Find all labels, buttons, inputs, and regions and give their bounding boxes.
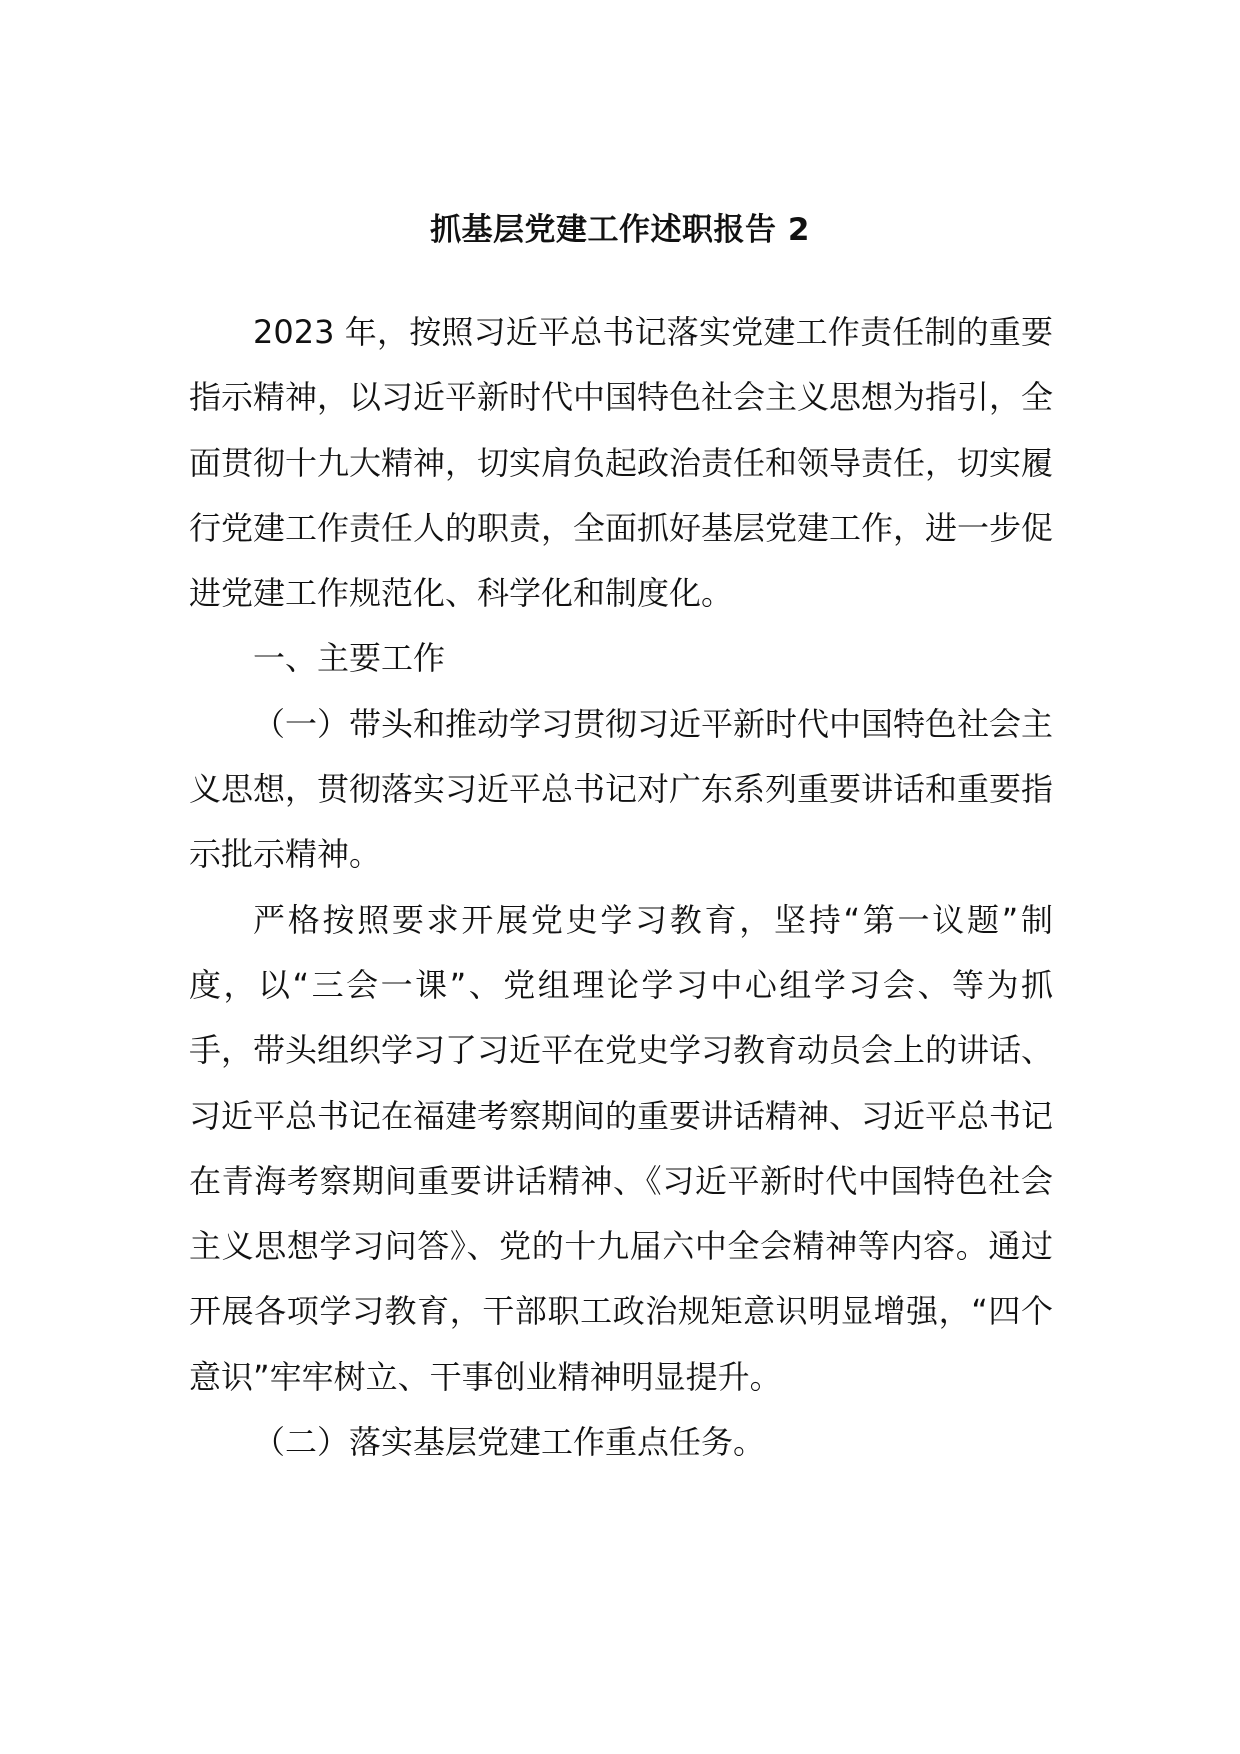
subsection-heading-2: （二）落实基层党建工作重点任务。 <box>253 1423 766 1462</box>
section-heading-main-work: 一、主要工作 <box>253 639 446 678</box>
body-paragraph-study: 严格按照要求开展党史学习教育，坚持“第一议题”制度，以“三会一课”、党组理论学习中心组学习会、等为抓手，带头组织学习了习近平在党史学习教育动员会上的讲话、习近平总书记在福建考察期间的重要讲话精神、习近平总书记在青海考察期间重要讲话精神、《习近平新时代中国特色社会主义思想学习问答》、党的十九届六中全会精神等内容。通过开展各项学习教育，干部职工政治规矩意识明显增强，“四个意识”牢牢树立、干事创业精神明显提升。 <box>189 900 1054 1396</box>
document-body <box>189 300 1053 1475</box>
subsection-heading-1: （一）带头和推动学习贯彻习近平新时代中国特色社会主义思想，贯彻落实习近平总书记对广东系列重要讲话和重要指示批示精神。 <box>189 704 1054 874</box>
document-title: 抓基层党建工作述职报告 2 <box>430 212 810 248</box>
intro-paragraph: 2023 年，按照习近平总书记落实党建工作责任制的重要指示精神，以习近平新时代中国特色社会主义思想为指引，全面贯彻十九大精神，切实肩负起政治责任和领导责任，切实履行党建工作责任人的职责，全面抓好基层党建工作，进一步促进党建工作规范化、科学化和制度化。 <box>189 313 1054 613</box>
